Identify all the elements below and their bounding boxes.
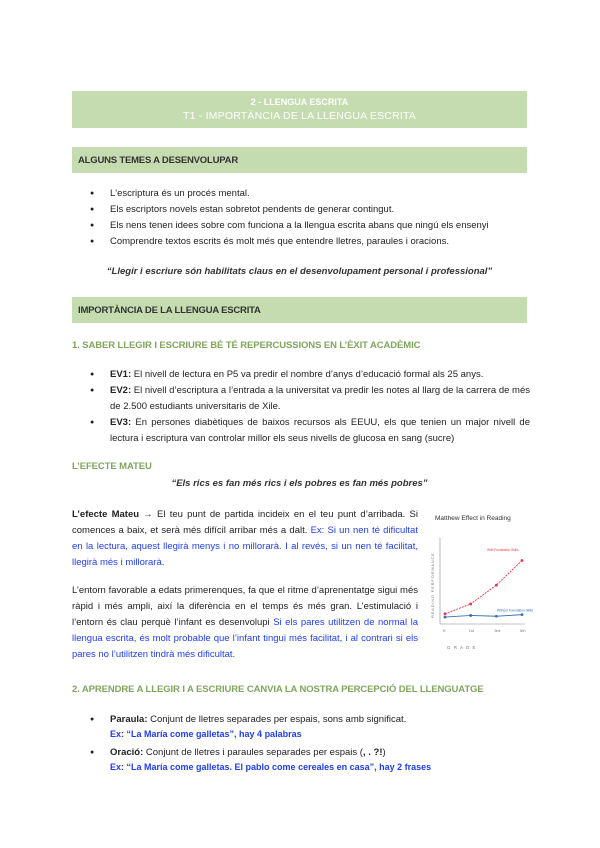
data-point (521, 613, 524, 616)
definitions-list (90, 712, 530, 775)
matthew-effect-chart (425, 510, 535, 660)
list-item: ● Els nens tenen idees sobre com funciona a la llengua escrita abans que ningú els ensenyi (90, 218, 530, 234)
ev-label: EV3: (110, 417, 132, 428)
mateu-quote: “Els rics es fan més rics i els pobres es fan més pobres” (171, 478, 428, 489)
list-item (90, 712, 530, 742)
section-title: ALGUNS TEMES A DESENVOLUPAR (78, 155, 238, 166)
data-point (444, 616, 447, 619)
chart-title: Matthew Effect in Reading (435, 515, 511, 522)
term-definition-end: ) (382, 747, 386, 758)
section-banner-importance (72, 297, 527, 323)
data-point (521, 559, 524, 562)
list-item: ● L'escriptura és un procés mental. (90, 186, 530, 202)
legend-label: With Foundation Skills (487, 548, 519, 552)
x-axis-label: G R A D E (447, 645, 477, 650)
data-point (495, 615, 498, 618)
series-line (445, 615, 522, 617)
term-label: Oració: (110, 747, 144, 758)
topic-title: T1 - IMPORTÀNCIA DE LA LLENGUA ESCRITA (182, 110, 417, 122)
ev-label: EV2: (110, 385, 132, 396)
mateu-paragraph-1 (72, 507, 418, 571)
subheading-mateu: L’EFECTE MATEU (72, 461, 152, 472)
section-banner-themes (72, 147, 527, 173)
data-point (495, 584, 498, 587)
evidence-list (90, 367, 530, 447)
list-item (90, 415, 530, 447)
ev-label: EV1: (110, 369, 132, 380)
term-example: Ex: “La María come galletas. El pablo come cereales en casa”, hay 2 frases (110, 762, 432, 772)
themes-list (90, 186, 530, 250)
legend-label: Without Foundation Skills (497, 608, 533, 613)
list-item (90, 367, 530, 383)
section-title: IMPORTÀNCIA DE LA LLENGUA ESCRITA (78, 305, 261, 316)
series-line (445, 561, 522, 614)
x-tick-label: 5th (520, 628, 526, 633)
punctuation-marks: , . ?! (362, 747, 383, 758)
x-tick-label: 1st (468, 628, 475, 633)
subheading-2: 2. APRENDRE A LLEGIR I A ESCRIURE CANVIA LA NOSTRA PERCEPCIÓ DEL LLENGUATGE (72, 684, 484, 695)
term-label: Paraula: (110, 714, 148, 725)
data-point (469, 614, 472, 617)
y-axis-label: READING PERFORMANCE (430, 552, 435, 618)
key-quote: “Llegir i escriure són habilitats claus en el desenvolupament personal i professional” (106, 266, 493, 277)
list-item: ● Els escriptors novels estan sobretot pendents de generar contingut. (90, 202, 530, 218)
list-item (90, 745, 530, 775)
unit-title: 2 - LLENGUA ESCRITA (250, 97, 349, 107)
ev-text: El nivell de lectura en P5 va predir el nombre d’anys d’educació formal als 25 anys. (131, 369, 484, 380)
mateu-definition: → El teu punt de partida incideix en el teu punt d’arribada. Si comences a baix, et serà més difícil arribar més a dalt. (72, 509, 418, 536)
environment-text: L’entorn favorable a edats primerenques, fa que el ritme d’aprenentatge sigui més ràpid i més ampli, així la diferència en el temps és més gran. L’estimulació i l’entorn és clau perquè l’infant es desenvolupi (72, 585, 418, 628)
x-tick-label: 3rd (494, 628, 501, 633)
mateu-paragraph-2 (72, 583, 418, 663)
mateu-example: Ex: Si un nen té dificultat en la lectura, aquest llegirà menys i no millorarà. I al revés, si un nen té facilitat, llegirà més i millorarà. (72, 525, 418, 568)
data-point (444, 612, 447, 615)
data-point (469, 603, 472, 606)
ev-text: En persones diabètiques de baixos recursos als EEUU, els que tenien un major nivell de lectura i escriptura van controlar millor els seus nivells de glucosa en sang (sucre) (110, 417, 530, 444)
list-item (90, 383, 530, 415)
x-tick-label: K (443, 628, 446, 633)
term-definition: Conjunt de lletres i paraules separades per espais ( (143, 747, 363, 758)
list-item: ● Comprendre textos escrits és molt més que entendre lletres, paraules i oracions. (90, 234, 530, 250)
term-definition: Conjunt de lletres separades per espais, sons amb significat. (147, 714, 407, 725)
mateu-term: L’efecte Mateu (72, 509, 140, 520)
ev-text: El nivell d’escriptura a l’entrada a la universitat va predir les notes al llarg de la carrera de més de 2.500 estudiants universitaris de Xile. (110, 385, 530, 412)
term-example: Ex: “La María come galletas”, hay 4 palabras (110, 729, 302, 739)
subheading-1: 1. SABER LLEGIR I ESCRIURE BÉ TÉ REPERCUSSIONS EN L’ÈXIT ACADÈMIC (72, 340, 421, 351)
title-banner (72, 91, 527, 128)
environment-example: Si els pares utilitzen de normal la llengua escrita, és molt probable que l’infant tingui més facilitat, i al contrari si els pares no l’utilitzen tindrà més dificultat. (72, 617, 418, 660)
